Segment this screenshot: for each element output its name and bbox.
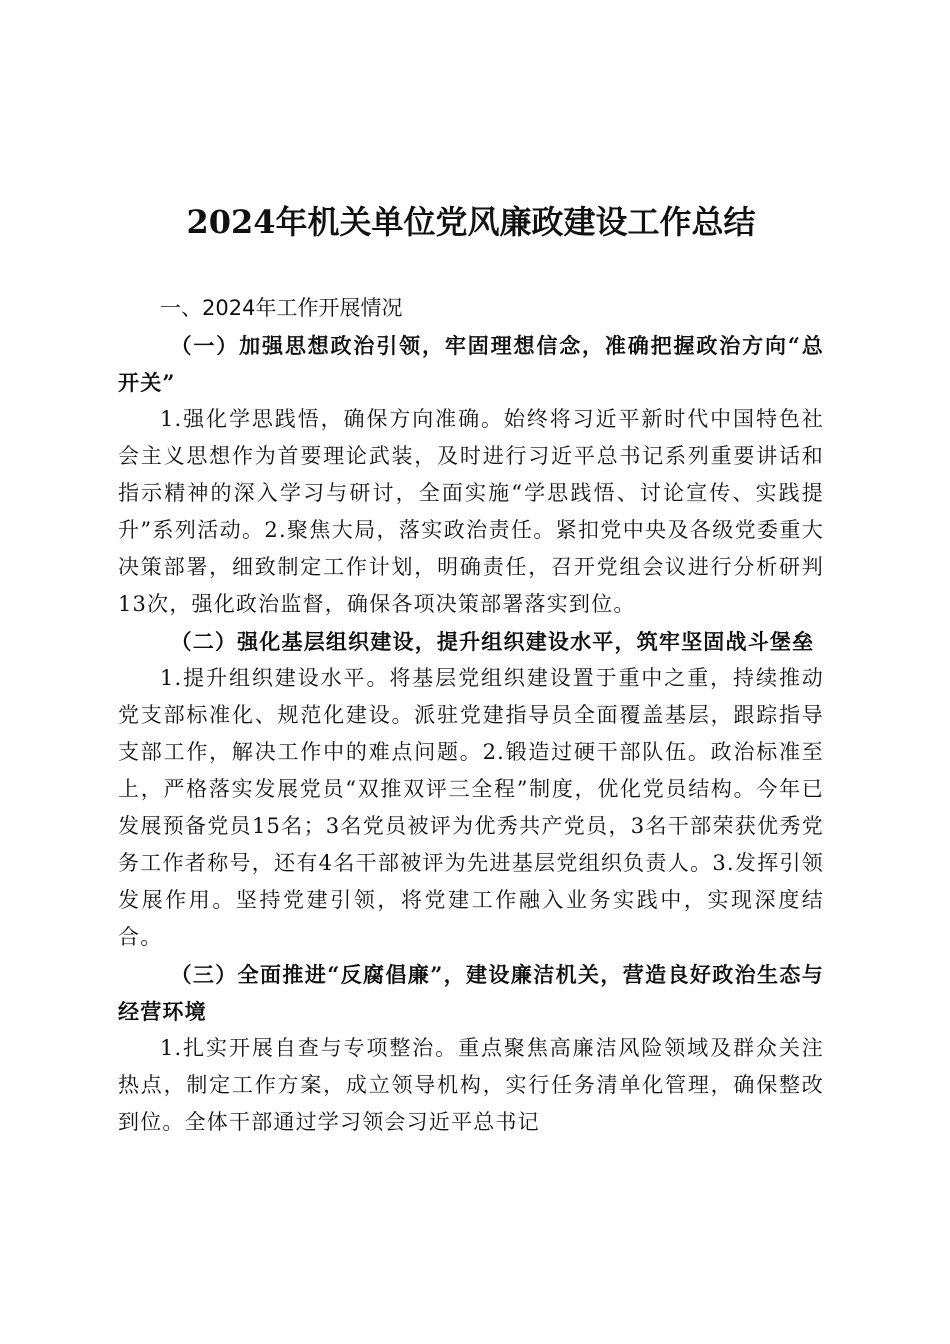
paragraph-2: 1.提升组织建设水平。将基层党组织建设置于重中之重，持续推动党支部标准化、规范化建设。派驻党建指导员全面覆盖基层，跟踪指导支部工作，解决工作中的难点问题。2.锻造过硬干部队伍。政治标准至上，严格落实发展党员“双推双评三全程”制度，优化党员结构。今年已发展预备党员15名；3名党员被评为优秀共产党员，3名干部荣获优秀党务工作者称号，还有4名干部被评为先进基层党组织负责人。3.发挥引领发展作用。坚持党建引领，将党建工作融入业务实践中，实现深度结合。 <box>118 666 824 949</box>
subsection-heading-2: （二）强化基层组织建设，提升组织建设水平，筑牢坚固战斗堡垒 <box>170 629 815 654</box>
document-body <box>118 290 824 1141</box>
document-title: 2024年机关单位党风廉政建设工作总结 <box>186 203 756 241</box>
subsection-heading-3: （三）全面推进“反腐倡廉”，建设廉洁机关，营造良好政治生态与经营环境 <box>118 962 824 1024</box>
section-heading-1: 一、2024年工作开展情况 <box>160 296 403 320</box>
paragraph-1: 1.强化学思践悟，确保方向准确。始终将习近平新时代中国特色社会主义思想作为首要理论武装，及时进行习近平总书记系列重要讲话和指示精神的深入学习与研讨，全面实施“学思践悟、讨论宣传、实践提升”系列活动。2.聚焦大局，落实政治责任。紧扣党中央及各级党委重大决策部署，细致制定工作计划，明确责任，召开党组会议进行分析研判13次，强化政治监督，确保各项决策部署落实到位。 <box>118 407 824 616</box>
subsection-heading-1: （一）加强思想政治引领，牢固理想信念，准确把握政治方向“总开关” <box>118 333 824 395</box>
paragraph-3: 1.扎实开展自查与专项整治。重点聚焦高廉洁风险领域及群众关注热点，制定工作方案，成立领导机构，实行任务清单化管理，确保整改到位。全体干部通过学习领会习近平总书记 <box>118 1036 824 1134</box>
